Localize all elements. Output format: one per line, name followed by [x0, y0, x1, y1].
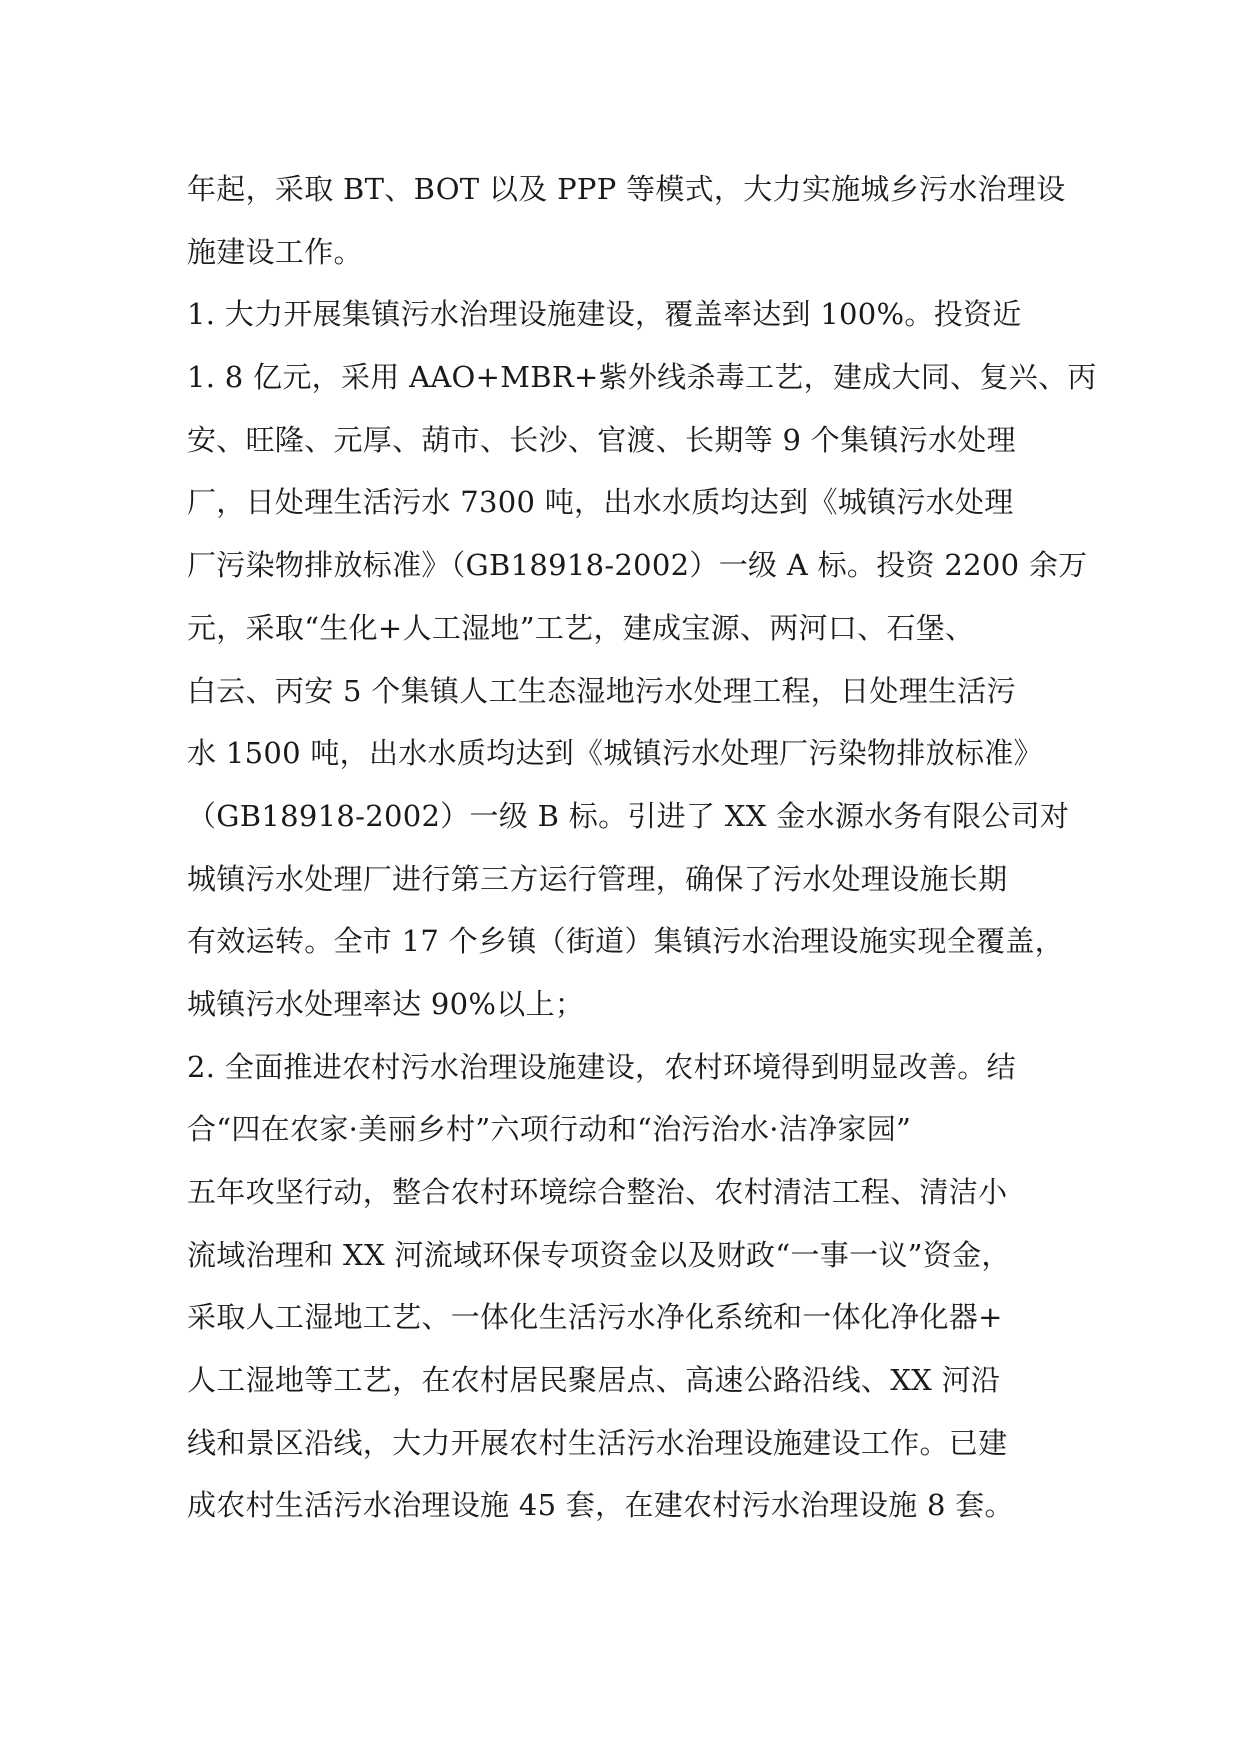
- text-line: 线和景区沿线，大力开展农村生活污水治理设施建设工作。已建: [187, 1425, 1008, 1460]
- text-line: 五年攻坚行动，整合农村环境综合整治、农村清洁工程、清洁小: [187, 1175, 1008, 1209]
- text-line: 1. 大力开展集镇污水治理设施建设，覆盖率达到 100%。投资近: [187, 297, 1022, 332]
- text-line: 元，采取“生化+人工湿地”工艺，建成宝源、两河口、石堡、: [187, 610, 975, 645]
- text-line: 厂污染物排放标准》（GB18918-2002）一级 A 标。投资 2200 余万: [187, 548, 1088, 583]
- text-line: 流域治理和 XX 河流域环保专项资金以及财政“一事一议”资金，: [187, 1237, 1011, 1272]
- text-line: 合“四在农家·美丽乡村”六项行动和“治污治水·洁净家园”: [187, 1112, 912, 1147]
- text-line: 安、旺隆、元厚、葫市、长沙、官渡、长期等 9 个集镇污水处理: [187, 422, 1016, 457]
- text-line: 施建设工作。: [187, 234, 363, 269]
- text-line: （GB18918-2002）一级 B 标。引进了 XX 金水源水务有限公司对: [187, 798, 1070, 833]
- text-line: 白云、丙安 5 个集镇人工生态湿地污水处理工程，日处理生活污: [187, 673, 1016, 708]
- text-line: 年起，采取 BT、BOT 以及 PPP 等模式，大力实施城乡污水治理设: [187, 172, 1066, 206]
- text-line: 成农村生活污水治理设施 45 套，在建农村污水治理设施 8 套。: [187, 1488, 1014, 1523]
- text-line: 人工湿地等工艺，在农村居民聚居点、高速公路沿线、XX 河沿: [187, 1363, 1001, 1398]
- text-line: 城镇污水处理率达 90%以上；: [187, 986, 585, 1021]
- text-line: 2. 全面推进农村污水治理设施建设，农村环境得到明显改善。结: [187, 1049, 1016, 1084]
- text-line: 水 1500 吨，出水水质均达到《城镇污水处理厂污染物排放标准》: [187, 736, 1043, 771]
- text-line: 厂，日处理生活污水 7300 吨，出水水质均达到《城镇污水处理: [187, 485, 1014, 520]
- text-line: 有效运转。全市 17 个乡镇（街道）集镇污水治理设施实现全覆盖，: [187, 924, 1064, 959]
- text-line: 1. 8 亿元，采用 AAO+MBR+紫外线杀毒工艺，建成大同、复兴、丙: [187, 360, 1097, 395]
- text-line: 城镇污水处理厂进行第三方运行管理，确保了污水处理设施长期: [187, 861, 1008, 896]
- text-line: 采取人工湿地工艺、一体化生活污水净化系统和一体化净化器+: [187, 1300, 1003, 1335]
- document-body: [187, 158, 1097, 1537]
